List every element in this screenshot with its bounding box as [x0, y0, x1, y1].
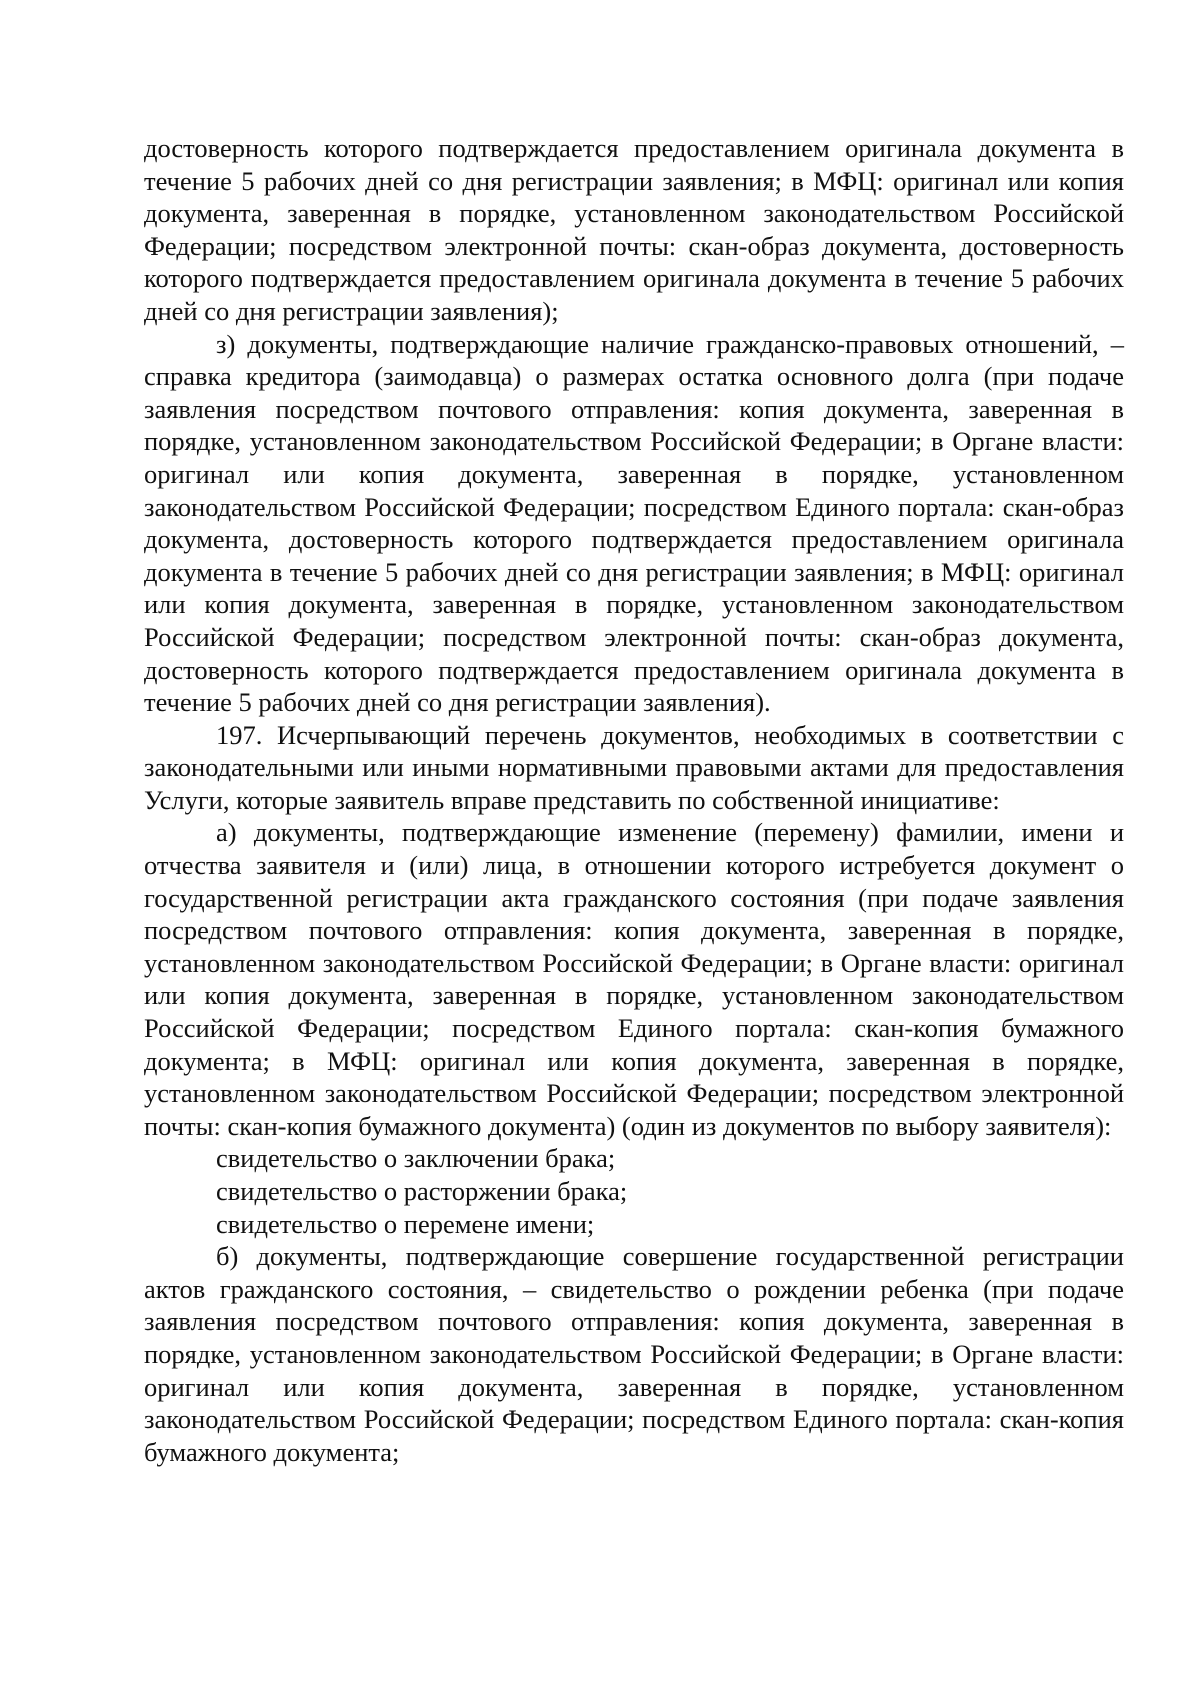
- paragraph-continuation: достоверность которого подтверждается предоставлением оригинала документа в течение 5 рабочих дней со дня регистрации заявления; в МФЦ: оригинал или копия документа, заверенная в порядке, установленном законодательством Российской Федерации; посредством электронной почты: скан-образ документа, достоверность которого подтверждается предоставлением оригинала документа в течение 5 рабочих дней со дня регистрации заявления);: [144, 133, 1124, 326]
- document-page: [144, 132, 1124, 1468]
- paragraph-item-b: б) документы, подтверждающие совершение государственной регистрации актов гражданского состояния, – свидетельство о рождении ребенка (при подаче заявления посредством почтового отправления: копия документа, заверенная в порядке, установленном законодательством Российской Федерации; в Органе власти: оригинал или копия документа, заверенная в порядке, установленном законодательством Российской Федерации; посредством Единого портала: скан-копия бумажного документа;: [144, 1241, 1124, 1467]
- paragraph-clause-197: 197. Исчерпывающий перечень документов, необходимых в соответствии с законодательными или иными нормативными правовыми актами для предоставления Услуги, которые заявитель вправе представить по собственной инициативе:: [144, 719, 1124, 815]
- list-item-name-change-certificate: свидетельство о перемене имени;: [216, 1208, 595, 1239]
- paragraph-item-z: з) документы, подтверждающие наличие гражданско-правовых отношений, – справка кредитора (заимодавца) о размерах остатка основного долга (при подаче заявления посредством почтового отправления: копия документа, заверенная в порядке, установленном законодательством Российской Федерации; в Органе власти: оригинал или копия документа, заверенная в порядке, установленном законодательством Российской Федерации; посредством Единого портала: скан-образ документа, достоверность которого подтверждается предоставлением оригинала документа в течение 5 рабочих дней со дня регистрации заявления; в МФЦ: оригинал или копия документа, заверенная в порядке, установленном законодательством Российской Федерации; посредством электронной почты: скан-образ документа, достоверность которого подтверждается предоставлением оригинала документа в течение 5 рабочих дней со дня регистрации заявления).: [144, 328, 1124, 718]
- list-item-divorce-certificate: свидетельство о расторжении брака;: [216, 1176, 628, 1206]
- list-item-marriage-certificate: свидетельство о заключении брака;: [216, 1143, 616, 1174]
- paragraph-item-a: а) документы, подтверждающие изменение (перемену) фамилии, имени и отчества заявителя и (или) лица, в отношении которого истребуется документ о государственной регистрации акта гражданского состояния (при подаче заявления посредством почтового отправления: копия документа, заверенная в порядке, установленном законодательством Российской Федерации; в Органе власти: оригинал или копия документа, заверенная в порядке, установленном законодательством Российской Федерации; посредством Единого портала: скан-копия бумажного документа; в МФЦ: оригинал или копия документа, заверенная в порядке, установленном законодательством Российской Федерации; посредством электронной почты: скан-копия бумажного документа) (один из документов по выбору заявителя):: [144, 817, 1124, 1141]
